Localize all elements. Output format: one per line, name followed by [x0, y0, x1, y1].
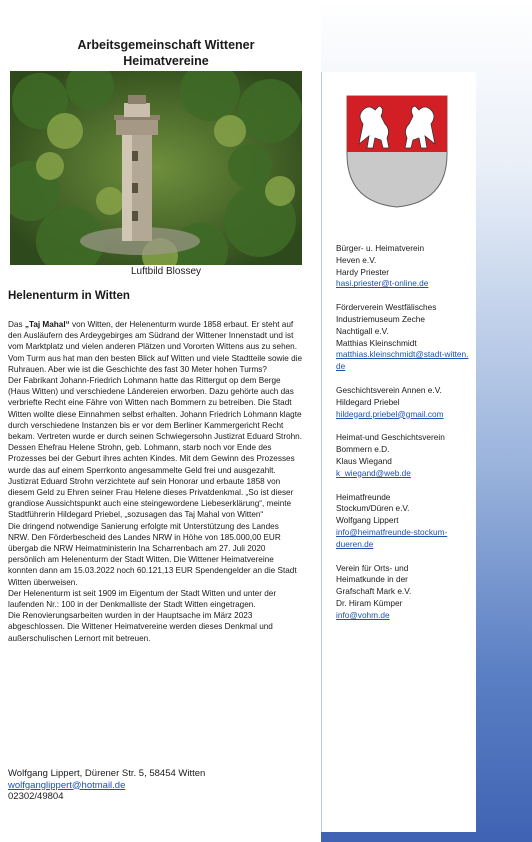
page-title	[8, 37, 324, 69]
contact-footer	[8, 768, 205, 803]
org-email-link[interactable]: info@heimatfreunde-stockum-dueren.de	[336, 526, 448, 549]
org-line: Stockum/Düren e.V.	[336, 503, 410, 514]
org-entry	[336, 563, 471, 622]
org-line: Heimatkunde in der	[336, 574, 408, 585]
org-line: Hardy Priester	[336, 266, 390, 277]
paragraph-5: Der Helenenturm ist seit 1909 im Eigentum der Stadt Witten und unter der laufenden Nr.: 100 in der Denkmalliste der Stadt Witten eingetragen.	[8, 588, 277, 610]
footer-email-link[interactable]: wolfganglippert@hotmail.de	[8, 779, 126, 791]
footer-address: Wolfgang Lippert, Dürener Str. 5, 58454 Witten	[8, 768, 206, 779]
org-line: Bürger- u. Heimatverein	[336, 243, 425, 253]
paragraph-4: Die dringend notwendige Sanierung erfolgte mit Unterstützung des Landes NRW. Den Förderbescheid des Landes NRW in Höhe von 185.000,00 EUR übergab die NRW Heimatministerin Ina Scharrenbach am 27. Juli 2020 persönlich am Helenenturm der Stadt Witten. Die Wittener Heimatvereine konnten dann am 15.03.2022 noch 60.121,13 EUR Spendengelder an die Stadt Witten überweisen.	[8, 521, 297, 587]
org-line: Heimat-und Geschichtsverein	[336, 432, 445, 443]
org-email-link[interactable]: matthias.kleinschmidt@stadt-witten.de	[336, 349, 469, 372]
org-email-link[interactable]: k_wiegand@web.de	[336, 467, 411, 478]
org-email-link[interactable]: hasi.priester@t-online.de	[336, 278, 429, 289]
org-entry	[336, 492, 471, 551]
photo-caption: Luftbild Blossey	[130, 266, 202, 277]
org-line: Förderverein Westfälisches	[336, 302, 437, 313]
organization-list	[336, 243, 471, 634]
title-line-1: Arbeitsgemeinschaft Wittener	[77, 38, 255, 52]
paragraph-6: Die Renovierungsarbeiten wurden in der Hauptsache im März 2023 abgeschlossen. Die Wittener Heimatvereine werden dieses Denkmal und außerschulischen Lernort mit betreuen.	[8, 611, 273, 643]
org-line: Grafschaft Mark e.V.	[336, 586, 412, 597]
paragraph-2: Der Fabrikant Johann-Friedrich Lohmann hatte das Rittergut op dem Berge (Haus Witten) und verschiedene Ländereien erworben. Dazu gehörte auch das verbriefte Recht eine Fähre von Witten nach Bommern zu betreiben. Die Stadt Witten wollte diese Einnahmen selbst erhalten. Johann Friedrich Lohmann klagte durch verschiedene Instanzen bis er vor dem Berliner Kammergericht Recht bekam. Vertreten wurde er durch seinen Schwiegersohn Justizrat Eduard Strohn. Dessen Ehefrau Helene Strohn, geb. Lohmann, starb noch vor Ende des Prozesses bei der Geburt ihres achten Kindes. Mit dem Gewinn des Prozesses wurde das auf einem Sperrkonto angesammelte Geld frei und ausgezahlt.	[8, 376, 302, 475]
org-line: Bommern e.D.	[336, 444, 390, 455]
org-line: Wolfgang Lippert	[336, 515, 399, 526]
org-email-link[interactable]: info@vohm.de	[336, 609, 390, 620]
aerial-photo	[10, 71, 302, 265]
title-line-2: Heimatvereine	[123, 54, 209, 68]
org-line: Verein für Orts- und	[336, 562, 409, 573]
footer-phone: 02302/49804	[8, 791, 64, 802]
org-entry	[336, 302, 471, 373]
org-entry	[336, 243, 471, 290]
org-line: Heven e.V.	[336, 254, 377, 265]
org-line: Nachtigall e.V.	[336, 325, 389, 336]
paragraph-3: Justizrat Eduard Strohn verzichtete auf sein Honorar und erbaute 1858 von diesem Geld zu Ehren seiner Frau Helene dieses Privatdenkmal. „So ist dieser grandiose Aussichtspunkt auch eine steingewordene Liebeserklärung“, meinte Stadtführerin Hildegard Priebel, „sozusagen das Taj Mahal von Witten“	[8, 476, 294, 520]
section-heading: Helenenturm in Witten	[8, 290, 130, 302]
org-line: Geschichtsverein Annen e.V.	[336, 384, 442, 395]
coat-of-arms	[345, 94, 449, 209]
org-line: Klaus Wiegand	[336, 455, 392, 466]
org-line: Matthias Kleinschmidt	[336, 337, 417, 348]
article-body	[8, 319, 302, 644]
org-entry	[336, 432, 471, 479]
org-line: Heimatfreunde	[336, 491, 391, 502]
org-line: Dr. Hiram Kümper	[336, 597, 403, 608]
org-email-link[interactable]: hildegard.priebel@gmail.com	[336, 408, 444, 419]
org-entry	[336, 385, 471, 420]
org-line: Hildegard Priebel	[336, 396, 400, 407]
org-line: Industriemuseum Zeche	[336, 313, 426, 324]
paragraph-1: Das „Taj Mahal“ von Witten, der Helenenturm wurde 1858 erbaut. Er steht auf den Ausläufern des Ardeygebirges am Südrand der Wittener Innenstadt und ist vom Marktplatz und vielen anderen Plätzen und Vororten Wittens aus zu sehen. Vom Turm aus hat man den besten Blick auf Witten und viele Stadtteile sowie die Ruhrauen. Aber wie ist die Geschichte des fast 30 Meter hohen Turms?	[8, 320, 302, 374]
